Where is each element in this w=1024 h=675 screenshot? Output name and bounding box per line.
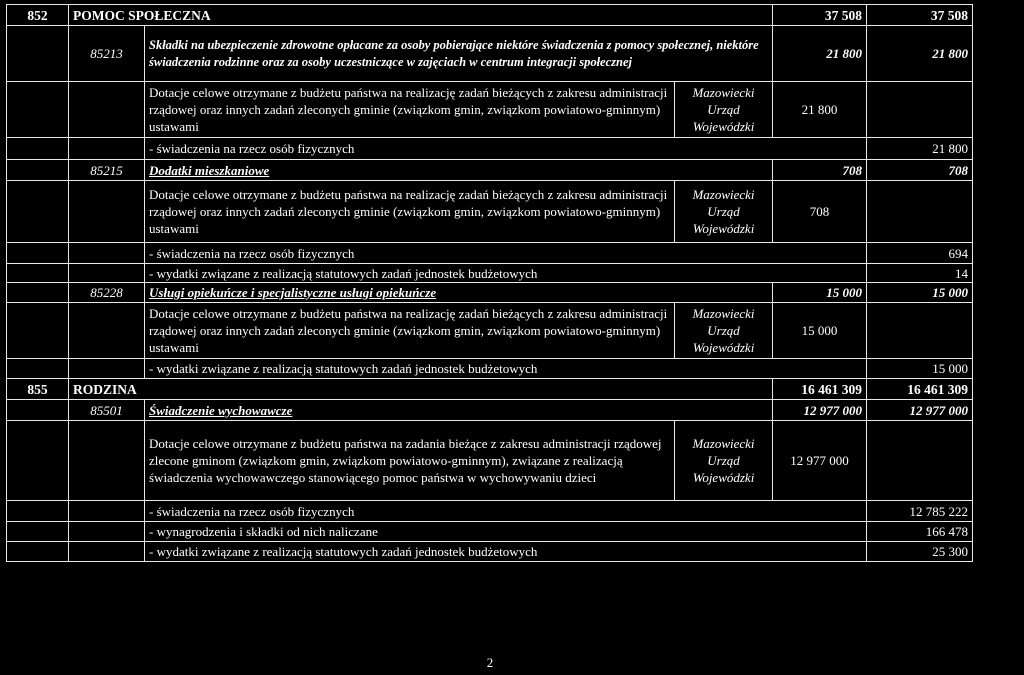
plan-amount: 16 461 309 <box>773 379 867 400</box>
section-code: 852 <box>7 5 69 26</box>
chapter-code: 85501 <box>69 400 145 421</box>
chapter-code: 85215 <box>69 160 145 181</box>
section-name: RODZINA <box>69 379 773 400</box>
chapter-name: Usługi opiekuńcze i specjalistyczne usługi opiekuńcze <box>145 283 773 303</box>
expense-description: - wynagrodzenia i składki od nich naliczane <box>145 522 867 542</box>
expense-amount: 12 785 222 <box>867 501 973 522</box>
amended-amount: 16 461 309 <box>867 379 973 400</box>
expense-amount: 25 300 <box>867 542 973 562</box>
grant-row <box>7 82 973 138</box>
expense-row <box>7 359 973 379</box>
expense-description: - wydatki związane z realizacją statutowych zadań jednostek budżetowych <box>145 264 867 283</box>
section-row-855 <box>7 379 973 400</box>
expense-row <box>7 264 973 283</box>
amended-amount: 21 800 <box>867 26 973 82</box>
expense-row <box>7 138 973 160</box>
grant-description: Dotacje celowe otrzymane z budżetu państwa na realizację zadań bieżących z zakresu administracji rządowej oraz innych zadań zleconych gminie (związkom gmin, związkom powiatowo-gminnym) ustawami <box>145 303 675 359</box>
expense-amount: 14 <box>867 264 973 283</box>
chapter-row-85215 <box>7 160 973 181</box>
grant-office: Mazowiecki Urząd Wojewódzki <box>675 303 773 359</box>
chapter-name: Składki na ubezpieczenie zdrowotne opłacane za osoby pobierające niektóre świadczenia z pomocy społecznej, niektóre świadczenia rodzinne oraz za osoby uczestniczące w zajęciach w centrum integracji społecznej <box>145 26 773 82</box>
expense-amount: 15 000 <box>867 359 973 379</box>
chapter-row-85213 <box>7 26 973 82</box>
grant-row <box>7 181 973 243</box>
grant-office: Mazowiecki Urząd Wojewódzki <box>675 181 773 243</box>
expense-row <box>7 501 973 522</box>
chapter-name: Świadczenie wychowawcze <box>145 400 773 421</box>
chapter-row-85228 <box>7 283 973 303</box>
plan-amount: 21 800 <box>773 26 867 82</box>
expense-description: - wydatki związane z realizacją statutowych zadań jednostek budżetowych <box>145 359 867 379</box>
chapter-code: 85228 <box>69 283 145 303</box>
expense-row <box>7 542 973 562</box>
grant-amount: 21 800 <box>773 82 867 138</box>
grant-office: Mazowiecki Urząd Wojewódzki <box>675 82 773 138</box>
expense-row <box>7 243 973 264</box>
chapter-row-85501 <box>7 400 973 421</box>
grant-description: Dotacje celowe otrzymane z budżetu państwa na realizację zadań bieżących z zakresu administracji rządowej oraz innych zadań zleconych gminie (związkom gmin, związkom powiatowo-gminnym) ustawami <box>145 82 675 138</box>
expense-description: - świadczenia na rzecz osób fizycznych <box>145 138 867 160</box>
expense-amount: 166 478 <box>867 522 973 542</box>
grant-row <box>7 303 973 359</box>
budget-table <box>6 4 973 562</box>
plan-amount: 37 508 <box>773 5 867 26</box>
grant-row <box>7 421 973 501</box>
section-code: 855 <box>7 379 69 400</box>
grant-amount: 708 <box>773 181 867 243</box>
amended-amount: 37 508 <box>867 5 973 26</box>
plan-amount: 12 977 000 <box>773 400 867 421</box>
chapter-name: Dodatki mieszkaniowe <box>145 160 773 181</box>
grant-amount: 12 977 000 <box>773 421 867 501</box>
page-number: 2 <box>486 655 494 670</box>
expense-amount: 21 800 <box>867 138 973 160</box>
section-row-852 <box>7 5 973 26</box>
grant-description: Dotacje celowe otrzymane z budżetu państwa na zadania bieżące z zakresu administracji rządowej zlecone gminom (związkom gmin, związkom powiatowo-gminnym), związane z realizacją świadczenia wychowawczego stanowiącego pomoc państwa w wychowywaniu dzieci <box>145 421 675 501</box>
plan-amount: 15 000 <box>773 283 867 303</box>
expense-row <box>7 522 973 542</box>
grant-office: Mazowiecki Urząd Wojewódzki <box>675 421 773 501</box>
plan-amount: 708 <box>773 160 867 181</box>
expense-description: - świadczenia na rzecz osób fizycznych <box>145 243 867 264</box>
expense-amount: 694 <box>867 243 973 264</box>
chapter-code: 85213 <box>69 26 145 82</box>
section-name: POMOC SPOŁECZNA <box>69 5 773 26</box>
amended-amount: 15 000 <box>867 283 973 303</box>
amended-amount: 708 <box>867 160 973 181</box>
amended-amount: 12 977 000 <box>867 400 973 421</box>
expense-description: - świadczenia na rzecz osób fizycznych <box>145 501 867 522</box>
grant-amount: 15 000 <box>773 303 867 359</box>
grant-description: Dotacje celowe otrzymane z budżetu państwa na realizację zadań bieżących z zakresu administracji rządowej oraz innych zadań zleconych gminie (związkom gmin, związkom powiatowo-gminnym) ustawami <box>145 181 675 243</box>
expense-description: - wydatki związane z realizacją statutowych zadań jednostek budżetowych <box>145 542 867 562</box>
